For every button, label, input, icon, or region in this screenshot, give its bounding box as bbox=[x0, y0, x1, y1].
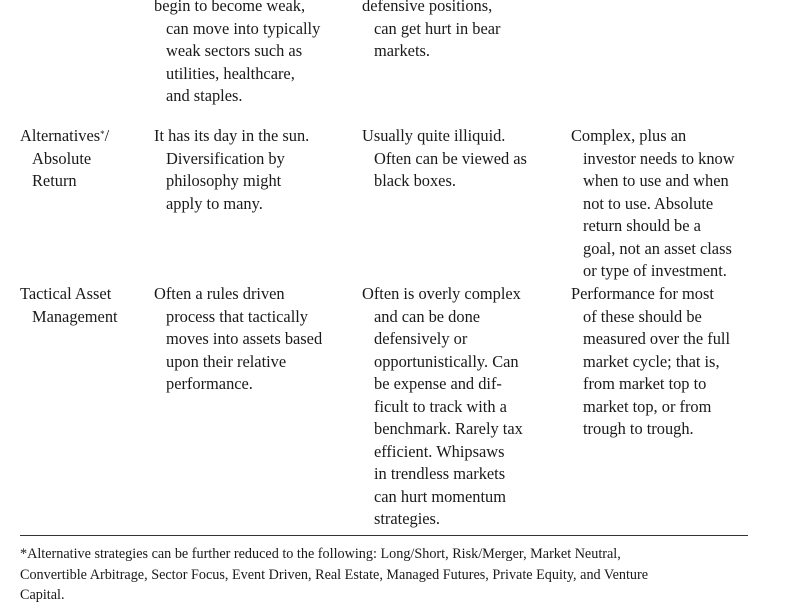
row-0-col2-text: begin to become weak, can move into typically weak sectors such as utilities, healthcare, and staples. bbox=[154, 0, 321, 105]
row-1-category-rest: / Absolute Return bbox=[32, 126, 110, 190]
table-bottom-rule bbox=[20, 535, 748, 536]
row-1-col2-text: It has its day in the sun. Diversification by philosophy might apply to many. bbox=[154, 126, 310, 213]
footnote-text: *Alternative strategies can be further reduced to the following: Long/Short, Risk/Merger, Market Neutral, Convertible Arbitrage, Sector Focus, Event Driven, Real Estate, Managed Futures, Private Equity, and Venture Capital. bbox=[20, 546, 649, 603]
row-0-col3-text: defensive positions, can get hurt in bear markets. bbox=[362, 0, 501, 60]
row-1-category-main: Alternatives bbox=[20, 126, 101, 145]
row-2-category: Tactical Asset Management bbox=[20, 284, 118, 326]
row-2-col3-text: Often is overly complex and can be done defensively or opportunistically. Can be expense and dif- ficult to track with a benchmark. Rarely tax efficient. Whipsaws in trendless markets can hurt momentum strategies. bbox=[362, 284, 523, 528]
row-1-col3-text: Usually quite illiquid. Often can be viewed as black boxes. bbox=[362, 126, 527, 190]
row-1-category bbox=[20, 125, 162, 193]
row-1-col4-text: Complex, plus an investor needs to know when to use and when not to use. Absolute return should be a goal, not an asset class or type of investment. bbox=[571, 126, 735, 280]
row-2-col4-text: Performance for most of these should be measured over the full market cycle; that is, from market top to market top, or from trough to trough. bbox=[571, 284, 731, 438]
row-2-col2-text: Often a rules driven process that tactically moves into assets based upon their relative performance. bbox=[154, 284, 323, 393]
footnote-marker: * bbox=[100, 129, 105, 139]
